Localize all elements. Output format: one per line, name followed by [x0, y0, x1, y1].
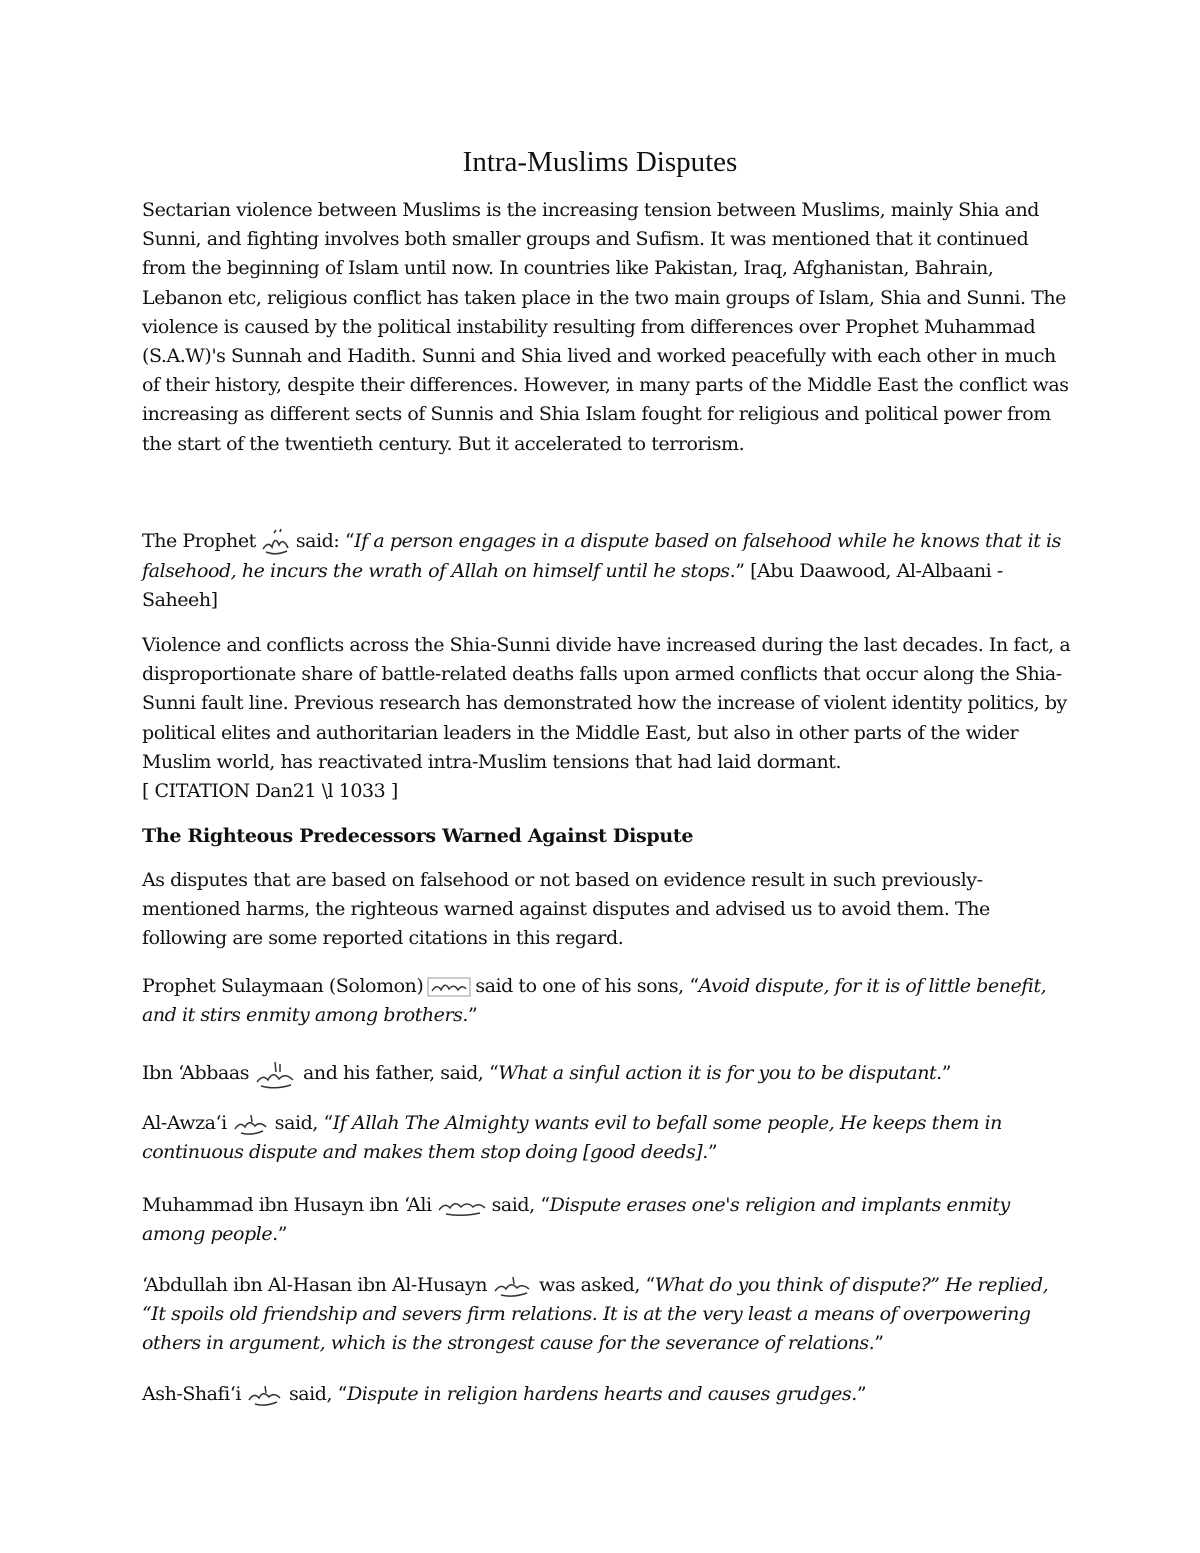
quote-text: If Allah The Almighty wants evil to befall some people, He keeps them in continuous dispute and makes them stop doing [good deeds] — [142, 1112, 1002, 1164]
quote-speaker: Prophet Sulaymaan (Solomon) — [142, 975, 424, 997]
quote-verb: and his father, said, “ — [303, 1062, 499, 1084]
quote-close: .” — [462, 1004, 478, 1027]
section-intro-paragraph: As disputes that are based on falsehood or not based on evidence result in such previously-mentioned harms, the righteous warned against disputes and advised us to avoid them. The following are some reported citations in this regard. — [142, 869, 990, 950]
citation-field: [ CITATION Dan21 \l 1033 ] — [142, 780, 398, 803]
hadith-close: .” — [729, 560, 745, 582]
arabic-honorific-icon — [260, 527, 292, 557]
quote-verb: said, “ — [274, 1112, 333, 1134]
quote-sulaymaan — [142, 972, 1072, 1030]
quote-close: .” — [702, 1141, 718, 1164]
intro-paragraph: Sectarian violence between Muslims is the increasing tension between Muslims, mainly Shia and Sunni, and fighting involves both smaller groups and Sufism. It was mentioned that it continued from the beginning of Islam until now. In countries like Pakistan, Iraq, Afghanistan, Bahrain, Lebanon etc, religious conflict has taken place in the two main groups of Islam, Shia and Sunni. The violence is caused by the political instability resulting from differences over Prophet Muhammad (S.A.W)'s Sunnah and Hadith. Sunni and Shia lived and worked peacefully with each other in much of their history, despite their differences. However, in many parts of the Middle East the conflict was increasing as different sects of Sunnis and Shia Islam fought for religious and political power from the start of the twentieth century. But it accelerated to terrorism. — [142, 199, 1069, 455]
section-heading: The Righteous Predecessors Warned Against Dispute — [142, 825, 694, 847]
violence-paragraph — [142, 631, 1072, 806]
arabic-honorific-icon — [245, 1382, 285, 1408]
arabic-honorific-icon — [253, 1058, 299, 1090]
quote-text: What a sinful action it is for you to be disputant — [498, 1062, 937, 1084]
quote-close: .” — [868, 1332, 884, 1355]
arabic-honorific-icon — [231, 1111, 271, 1137]
quote-speaker: Al-Awza‘i — [142, 1112, 227, 1134]
quote-verb: said, “ — [288, 1383, 347, 1405]
quote-speaker: ‘Abdullah ibn Al-Hasan ibn Al-Husayn — [142, 1274, 488, 1296]
violence-text: Violence and conflicts across the Shia-Sunni divide have increased during the last decades. In fact, a disproportionate share of battle-related deaths falls upon armed conflicts that occur along the Shia-Sunni fault line. Previous research has demonstrated how the increase of violent identity politics, by political elites and authoritarian leaders in the Middle East, but also in other parts of the wider Muslim world, has reactivated intra-Muslim tensions that had laid dormant. — [142, 634, 1071, 773]
quote-text: Avoid dispute, for it is of little benefit, and it stirs enmity among brothers — [142, 975, 1047, 1027]
quote-close: .” — [936, 1062, 952, 1084]
arabic-honorific-icon — [436, 1195, 488, 1217]
quote-muhammad-ibn-husayn — [142, 1191, 1072, 1249]
quote-text: What do you think of dispute?” He replied, “It spoils old friendship and severs firm relations. It is at the very least a means of overpowering others in argument, which is the strongest cause for the severance of relations — [142, 1274, 1049, 1355]
hadith-speaker: The Prophet — [142, 530, 256, 552]
quote-ibn-abbaas — [142, 1058, 1072, 1090]
quote-text: Dispute in religion hardens hearts and causes grudges — [346, 1383, 852, 1405]
quote-abdullah-ibn-al-hasan — [142, 1271, 1072, 1359]
arabic-honorific-icon — [427, 975, 471, 999]
page-title: Intra-Muslims Disputes — [462, 146, 738, 178]
hadith-source: [Abu Daawood, Al-Albaani - Saheeh] — [142, 560, 1003, 612]
quote-verb: said, “ — [491, 1194, 550, 1216]
quote-speaker: Ibn ‘Abbaas — [142, 1062, 250, 1084]
hadith-verb: said: “ — [295, 530, 355, 552]
quote-verb: said to one of his sons, “ — [475, 975, 699, 997]
quote-text: Dispute erases one's religion and implants enmity among people — [142, 1194, 1010, 1246]
quote-close: .” — [851, 1383, 867, 1405]
quote-al-awzai — [142, 1109, 1072, 1167]
hadith-quote: If a person engages in a dispute based on falsehood while he knows that it is falsehood, he incurs the wrath of Allah on himself until he stops — [142, 530, 1061, 582]
hadith-paragraph — [142, 527, 1072, 615]
quote-ash-shafii — [142, 1380, 1072, 1409]
quote-speaker: Muhammad ibn Husayn ibn ‘Ali — [142, 1194, 432, 1216]
arabic-honorific-icon — [491, 1273, 535, 1299]
quote-close: .” — [272, 1223, 288, 1246]
quote-speaker: Ash-Shafi‘i — [142, 1383, 241, 1405]
quote-verb: was asked, “ — [539, 1274, 655, 1296]
